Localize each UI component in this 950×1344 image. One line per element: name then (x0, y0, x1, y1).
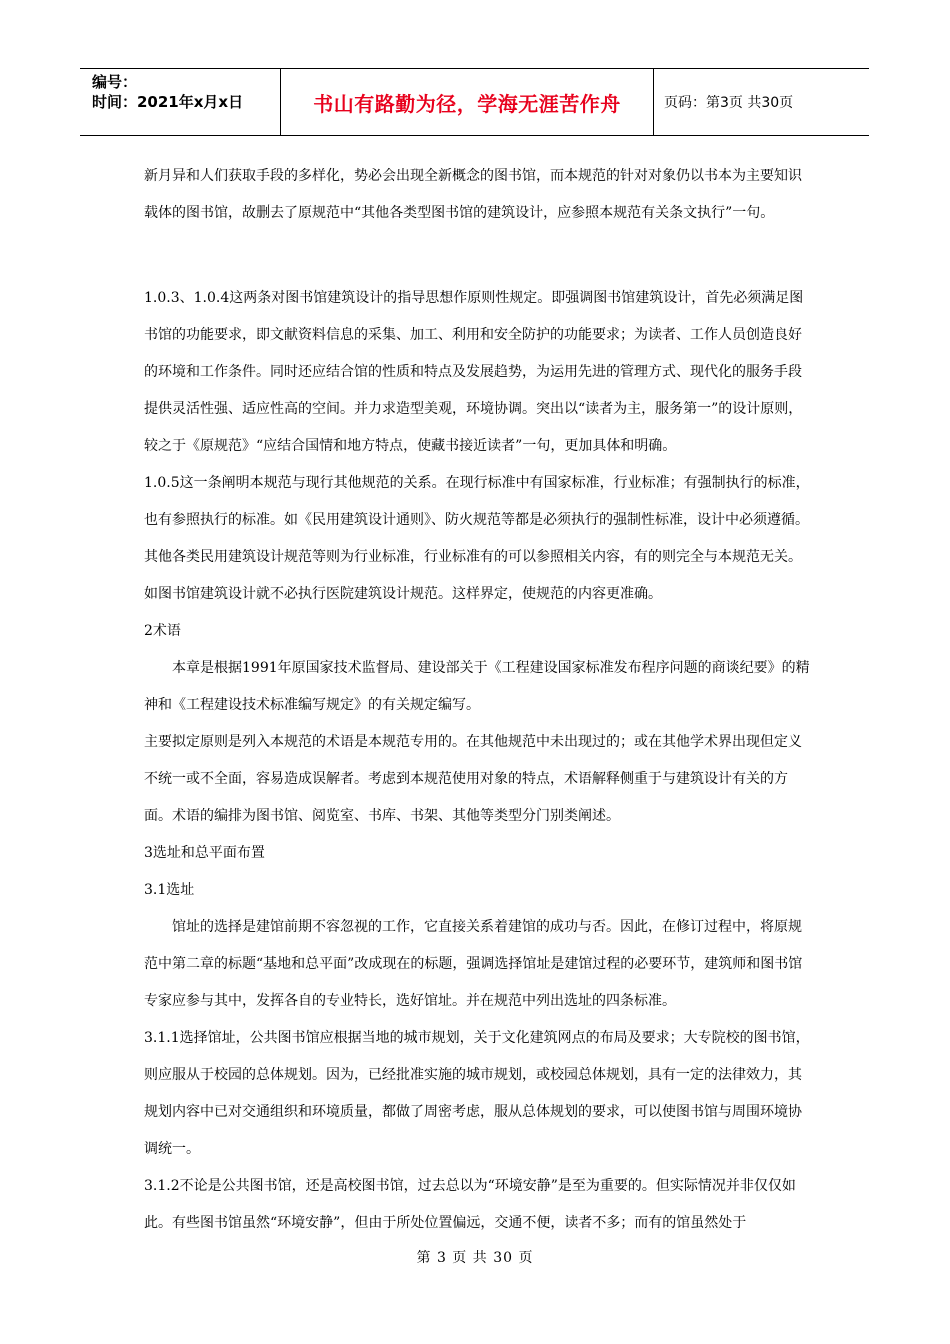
body-paragraph: 馆址的选择是建馆前期不容忽视的工作，它直接关系着建馆的成功与否。因此，在修订过程中，将原规范中第二章的标题“基地和总平面”改成现在的标题，强调选择馆址是建馆过程的必要环节，建筑师和图书馆专家应参与其中，发挥各自的专业特长，选好馆址。并在规范中列出选址的四条标准。 (144, 919, 803, 1009)
section-heading: 2术语 (144, 623, 181, 639)
body-paragraph: 1.0.3、1.0.4这两条对图书馆建筑设计的指导思想作原则性规定。即强调图书馆建筑设计，首先必须满足图书馆的功能要求，即文献资料信息的采集、加工、利用和安全防护的功能要求；为读者、工作人员创造良好的环境和工作条件。同时还应结合馆的性质和特点及发展趋势，为运用先进的管理方式、现代化的服务手段提供灵活性强、适应性高的空间。并力求造型美观，环境协调。突出以“读者为主，服务第一”的设计原则，较之于《原规范》“应结合国情和地方特点，使藏书接近读者”一句，更加具体和明确。 (144, 290, 804, 454)
page-footer: 第 3 页 共 30 页 (416, 1250, 534, 1266)
paragraph-gap (144, 232, 810, 280)
body-paragraph: 1.0.5这一条阐明本规范与现行其他规范的关系。在现行标准中有国家标准，行业标准；有强制执行的标准，也有参照执行的标准。如《民用建筑设计通则》、防火规范等都是必须执行的强制性标准，设计中必须遵循。其他各类民用建筑设计规范等则为行业标准，行业标准有的可以参照相关内容，有的则完全与本规范无关。如图书馆建筑设计就不必执行医院建筑设计规范。这样界定，使规范的内容更准确。 (144, 475, 810, 602)
section-heading: 3选址和总平面布置 (144, 845, 265, 861)
body-paragraph: 本章是根据1991年原国家技术监督局、建设部关于《工程建设国家标准发布程序问题的商谈纪要》的精神和《工程建设技术标准编写规定》的有关规定编写。 (144, 660, 810, 713)
header-meta (80, 69, 281, 135)
header-page-number: 页码：第3页 共30页 (664, 95, 794, 111)
subsection-heading: 3.1选址 (144, 882, 195, 898)
page-header (80, 68, 869, 136)
body-paragraph: 新月异和人们获取手段的多样化，势必会出现全新概念的图书馆，而本规范的针对对象仍以书本为主要知识载体的图书馆，故删去了原规范中“其他各类型图书馆的建筑设计，应参照本规范有关条文执行”一句。 (144, 168, 802, 221)
body-paragraph: 3.1.2不论是公共图书馆，还是高校图书馆，过去总以为“环境安静”是至为重要的。但实际情况并非仅仅如此。有些图书馆虽然“环境安静”，但由于所处位置偏远，交通不便，读者不多；而有的馆虽然处于 (144, 1178, 796, 1231)
body-paragraph: 3.1.1选择馆址，公共图书馆应根据当地的城市规划，关于文化建筑网点的布局及要求；大专院校的图书馆，则应服从于校园的总体规划。因为，已经批准实施的城市规划，或校园总体规划，具有一定的法律效力，其规划内容中已对交通组织和环境质量，都做了周密考虑，服从总体规划的要求，可以使图书馆与周围环境协调统一。 (144, 1030, 810, 1157)
document-code-label: 编号： (92, 73, 138, 91)
body-paragraph: 主要拟定原则是列入本规范的术语是本规范专用的。在其他规范中未出现过的；或在其他学术界出现但定义不统一或不全面，容易造成误解者。考虑到本规范使用对象的特点，术语解释侧重于与建筑设计有关的方面。术语的编排为图书馆、阅览室、书库、书架、其他等类型分门别类阐述。 (144, 734, 802, 824)
document-body (144, 158, 810, 1242)
document-date: 时间：2021年x月x日 (92, 93, 244, 111)
header-motto: 书山有路勤为径，学海无涯苦作舟 (281, 69, 654, 135)
